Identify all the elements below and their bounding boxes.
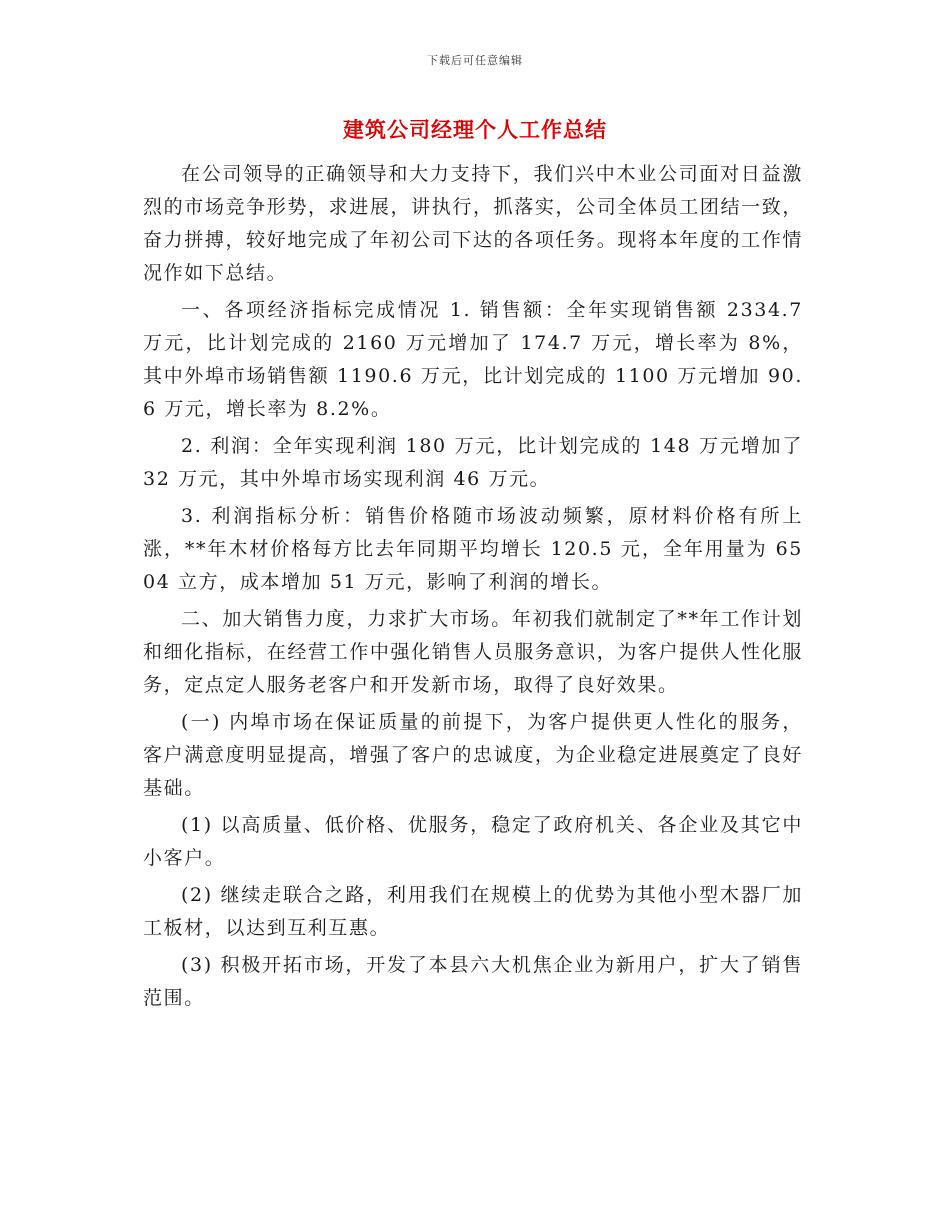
paragraph-intro: 在公司领导的正确领导和大力支持下，我们兴中木业公司面对日益激烈的市场竞争形势，求进展，讲执行，抓落实，公司全体员工团结一致，奋力拼搏，较好地完成了年初公司下达的各项任务。现将本年度的工作情况作如下总结。 [143,163,803,284]
paragraph-sales: 一、各项经济指标完成情况 1. 销售额：全年实现销售额 2334.7 万元，比计划完成的 2160 万元增加了 174.7 万元，增长率为 8%，其中外埠市场销售额 1190.6 万元，比计划完成的 1100 万元增加 90.6 万元，增长率为 8.2%。 [143,299,804,420]
paragraph-item-1: (1) 以高质量、低价格、优服务，稳定了政府机关、各企业及其它中小客户。 [143,814,803,869]
paragraph-profit: 2. 利润：全年实现利润 180 万元，比计划完成的 148 万元增加了 32 万元，其中外埠市场实现利润 46 万元。 [143,435,803,490]
paragraph-sales-effort: 二、加大销售力度，力求扩大市场。年初我们就制定了**年工作计划和细化指标，在经营工作中强化销售人员服务意识，为客户提供人性化服务，定点定人服务老客户和开发新市场，取得了良好效果。 [143,608,803,696]
document-title: 建筑公司经理个人工作总结 [343,117,607,142]
paragraph-item-3: (3) 积极开拓市场，开发了本县六大机焦企业为新用户，扩大了销售范围。 [143,954,803,1009]
header-note: 下载后可任意编辑 [427,54,523,67]
document-body [143,158,803,1019]
paragraph-profit-analysis: 3. 利润指标分析：销售价格随市场波动频繁，原材料价格有所上涨，**年木材价格每方比去年同期平均增长 120.5 元，全年用量为 6504 立方，成本增加 51 万元，影响了利润的增长。 [143,505,803,593]
paragraph-item-2: (2) 继续走联合之路，利用我们在规模上的优势为其他小型木器厂加工板材，以达到互利互惠。 [143,884,803,939]
paragraph-domestic-market: (一) 内埠市场在保证质量的前提下，为客户提供更人性化的服务，客户满意度明显提高，增强了客户的忠诚度，为企业稳定进展奠定了良好基础。 [143,711,803,799]
